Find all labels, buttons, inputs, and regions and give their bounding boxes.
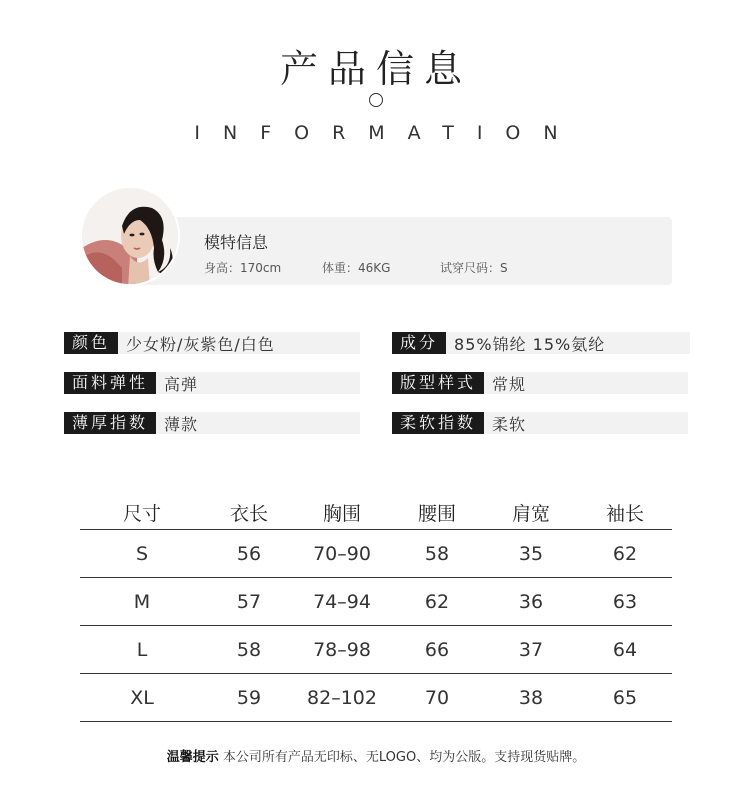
attr-color-value: 少女粉/灰紫色/白色 <box>126 334 275 354</box>
notice-label: 温馨提示 <box>166 750 219 765</box>
attr-composition-label: 成分 <box>392 332 446 354</box>
table-cell: S <box>135 542 149 565</box>
model-info-title: 模特信息 <box>204 233 269 252</box>
attr-thickness-label: 薄厚指数 <box>64 412 156 434</box>
table-row <box>80 626 672 674</box>
model-info-bar <box>140 217 672 285</box>
table-cell: 65 <box>612 686 638 709</box>
page-title: 产品信息 <box>279 47 472 91</box>
table-row <box>80 674 672 722</box>
attr-color <box>64 332 275 354</box>
attr-elasticity-label: 面料弹性 <box>64 372 156 394</box>
size-header-cell: 肩宽 <box>511 503 550 525</box>
size-header-cell: 尺寸 <box>122 503 161 525</box>
model-avatar <box>80 186 180 286</box>
size-header-cell: 胸围 <box>322 503 361 525</box>
attr-elasticity <box>64 372 198 394</box>
attr-softness-value: 柔软 <box>492 414 527 434</box>
attr-fit <box>392 372 526 394</box>
table-cell: 78–98 <box>313 638 371 661</box>
table-cell: 66 <box>424 638 450 661</box>
table-cell: 59 <box>236 686 262 709</box>
table-cell: 70–90 <box>313 542 371 565</box>
attr-thickness <box>64 412 198 434</box>
size-header-cell: 袖长 <box>605 503 644 525</box>
table-cell: 57 <box>236 590 262 613</box>
table-cell: 63 <box>612 590 638 613</box>
model-size: 试穿尺码：S <box>440 261 508 275</box>
notice <box>0 746 752 765</box>
notice-text: 本公司所有产品无印标、无LOGO、均为公版。支持现货贴牌。 <box>222 750 586 765</box>
table-cell: 36 <box>518 590 544 613</box>
table-cell: 38 <box>518 686 544 709</box>
size-table <box>80 496 672 722</box>
table-row <box>80 530 672 578</box>
table-row <box>80 578 672 626</box>
table-cell: 58 <box>236 638 262 661</box>
attr-composition <box>392 332 605 354</box>
attr-color-label: 颜色 <box>64 332 118 354</box>
model-weight: 体重：46KG <box>322 261 391 275</box>
table-cell: 62 <box>424 590 450 613</box>
table-cell: L <box>136 638 148 661</box>
table-cell: 82–102 <box>307 686 377 709</box>
size-table-header <box>80 496 672 530</box>
attr-fit-value: 常规 <box>492 374 527 394</box>
attr-fit-label: 版型样式 <box>392 372 484 394</box>
table-cell: 70 <box>424 686 450 709</box>
table-cell: 56 <box>236 542 262 565</box>
table-cell: 74–94 <box>313 590 371 613</box>
table-cell: 58 <box>424 542 450 565</box>
table-cell: 64 <box>612 638 638 661</box>
model-stats <box>204 259 508 276</box>
table-cell: 62 <box>612 542 638 565</box>
size-header-cell: 衣长 <box>229 503 268 525</box>
model-portrait-icon <box>82 188 180 286</box>
attr-composition-value: 85%锦纶 15%氨纶 <box>454 334 606 354</box>
model-height: 身高：170cm <box>204 261 282 275</box>
title-circle-ornament <box>369 93 383 107</box>
table-cell: 35 <box>518 542 544 565</box>
table-cell: M <box>133 590 151 613</box>
page-subtitle: INFORMATION <box>194 122 581 144</box>
attr-elasticity-value: 高弹 <box>164 374 199 394</box>
table-cell: 37 <box>518 638 544 661</box>
table-cell: XL <box>130 686 154 709</box>
attr-softness-label: 柔软指数 <box>392 412 484 434</box>
attr-softness <box>392 412 526 434</box>
attr-thickness-value: 薄款 <box>164 414 199 434</box>
size-header-cell: 腰围 <box>417 503 456 525</box>
